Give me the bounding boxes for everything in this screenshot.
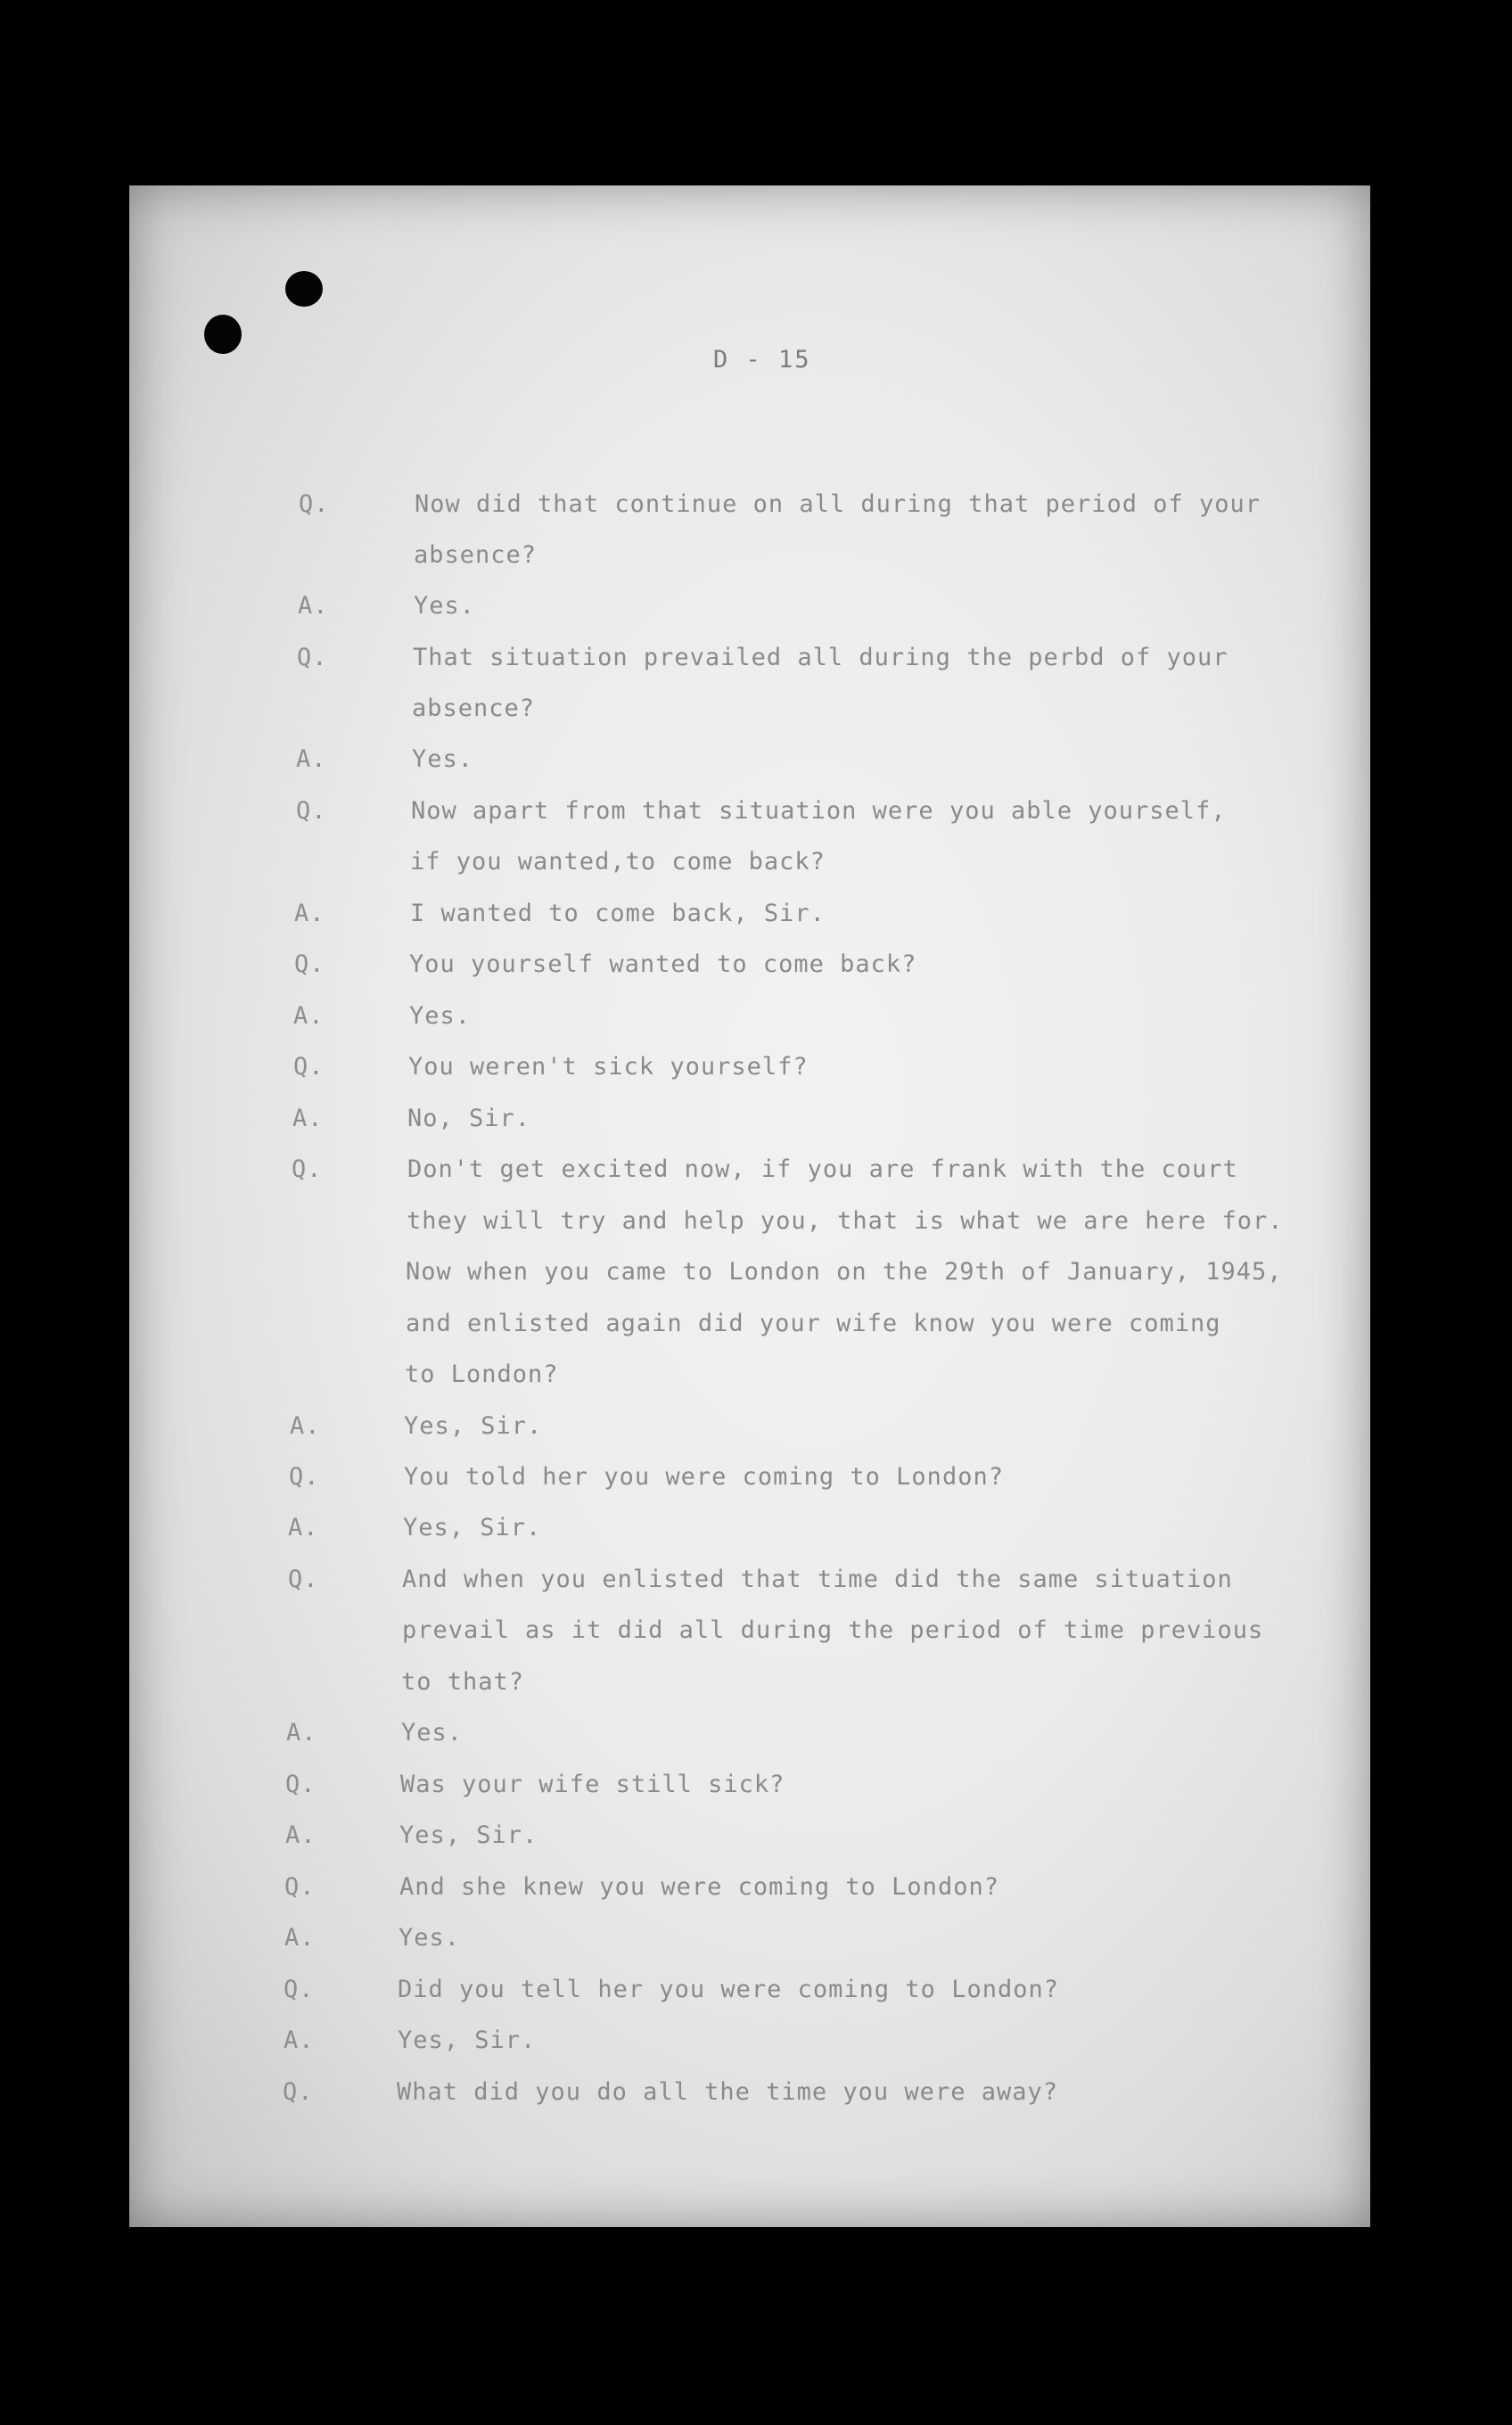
- transcript-line: [129, 1976, 1370, 2015]
- transcript-line: [129, 1821, 1370, 1861]
- transcript-text: prevail as it did all during the period of time previous: [402, 1616, 1264, 1644]
- speaker-label: A.: [285, 1821, 316, 1849]
- transcript-text: And when you enlisted that time did the same situation: [402, 1566, 1233, 1593]
- transcript-text: Yes.: [414, 592, 476, 620]
- transcript-text: absence?: [412, 695, 536, 722]
- transcript-text: Yes.: [412, 745, 474, 773]
- transcript-text: Was your wife still sick?: [400, 1771, 785, 1798]
- transcript-line: [129, 1616, 1370, 1656]
- transcript-line: [129, 1002, 1370, 1041]
- transcript-text: Now did that continue on all during that period of your: [415, 490, 1261, 518]
- transcript-line: [129, 1412, 1370, 1451]
- speaker-label: A.: [284, 2026, 315, 2054]
- speaker-label: A.: [286, 1719, 317, 1747]
- transcript-text: to London?: [405, 1360, 559, 1388]
- transcript-line: [129, 695, 1370, 734]
- transcript-text: if you wanted,to come back?: [410, 848, 826, 875]
- speaker-label: Q.: [284, 1873, 316, 1901]
- transcript-line: [129, 1053, 1370, 1092]
- transcript-line: [129, 490, 1370, 530]
- transcript-line: [129, 541, 1370, 580]
- speaker-label: Q.: [294, 950, 325, 978]
- transcript-line: [129, 900, 1370, 939]
- transcript-line: [129, 1514, 1370, 1553]
- speaker-label: Q.: [289, 1463, 320, 1491]
- speaker-label: A.: [293, 1002, 325, 1030]
- transcript-text: No, Sir.: [407, 1105, 531, 1132]
- transcript-text: You weren't sick yourself?: [408, 1053, 809, 1081]
- transcript-text: Yes, Sir.: [403, 1514, 542, 1541]
- transcript-line: [129, 848, 1370, 887]
- speaker-label: A.: [298, 592, 329, 620]
- transcript-line: [129, 2078, 1370, 2117]
- transcript-line: [129, 1463, 1370, 1502]
- transcript-line: [129, 1924, 1370, 1963]
- speaker-label: Q.: [283, 2078, 314, 2106]
- speaker-label: A.: [284, 1924, 316, 1952]
- transcript-text: Now when you came to London on the 29th of January, 1945,: [406, 1258, 1283, 1286]
- transcript-line: [129, 745, 1370, 785]
- transcript-line: [129, 1207, 1370, 1246]
- speaker-label: Q.: [297, 644, 328, 671]
- speaker-label: Q.: [284, 1976, 315, 2003]
- transcript-text: Yes, Sir.: [404, 1412, 543, 1440]
- transcript-line: [129, 1566, 1370, 1605]
- transcript-text: You yourself wanted to come back?: [409, 950, 917, 978]
- transcript-text: to that?: [401, 1668, 525, 1696]
- transcript-line: [129, 592, 1370, 631]
- transcript-line: [129, 2026, 1370, 2066]
- speaker-label: Q.: [299, 490, 330, 518]
- transcript-line: [129, 1155, 1370, 1195]
- speaker-label: A.: [288, 1514, 319, 1541]
- transcript-text: Yes.: [399, 1924, 461, 1952]
- transcript-text: That situation prevailed all during the perbd of your: [413, 644, 1228, 671]
- transcript-line: [129, 797, 1370, 836]
- transcript-text: Did you tell her you were coming to London?: [398, 1976, 1059, 2003]
- punch-hole: [204, 315, 242, 354]
- speaker-label: A.: [296, 745, 327, 773]
- transcript-text: Yes, Sir.: [398, 2026, 537, 2054]
- speaker-label: Q.: [296, 797, 327, 825]
- transcript-line: [129, 950, 1370, 990]
- transcript-line: [129, 1771, 1370, 1810]
- transcript-text: Yes.: [401, 1719, 464, 1747]
- transcript-text: Don't get excited now, if you are frank with the court: [407, 1155, 1238, 1183]
- speaker-label: A.: [292, 1105, 324, 1132]
- transcript-text: absence?: [414, 541, 538, 569]
- transcript-line: [129, 1310, 1370, 1349]
- transcript-line: [129, 1668, 1370, 1707]
- speaker-label: Q.: [292, 1155, 323, 1183]
- transcript-text: and enlisted again did your wife know you were coming: [406, 1310, 1221, 1337]
- transcript-line: [129, 1105, 1370, 1144]
- speaker-label: Q.: [288, 1566, 319, 1593]
- transcript-text: And she knew you were coming to London?: [399, 1873, 999, 1901]
- document-page: [129, 185, 1370, 2227]
- transcript-line: [129, 644, 1370, 683]
- speaker-label: A.: [294, 900, 325, 927]
- speaker-label: A.: [290, 1412, 321, 1440]
- transcript-text: Yes.: [409, 1002, 472, 1030]
- transcript-line: [129, 1360, 1370, 1400]
- transcript-text: I wanted to come back, Sir.: [410, 900, 826, 927]
- transcript-text: You told her you were coming to London?: [404, 1463, 1004, 1491]
- transcript-text: Yes, Sir.: [399, 1821, 538, 1849]
- transcript-line: [129, 1258, 1370, 1297]
- transcript-line: [129, 1873, 1370, 1912]
- transcript-text: What did you do all the time you were away?: [397, 2078, 1058, 2106]
- transcript-text: Now apart from that situation were you able yourself,: [411, 797, 1227, 825]
- speaker-label: Q.: [293, 1053, 325, 1081]
- transcript-text: they will try and help you, that is what we are here for.: [407, 1207, 1284, 1235]
- punch-hole: [285, 271, 323, 307]
- speaker-label: Q.: [285, 1771, 316, 1798]
- page-number: D - 15: [713, 346, 811, 374]
- transcript-line: [129, 1719, 1370, 1758]
